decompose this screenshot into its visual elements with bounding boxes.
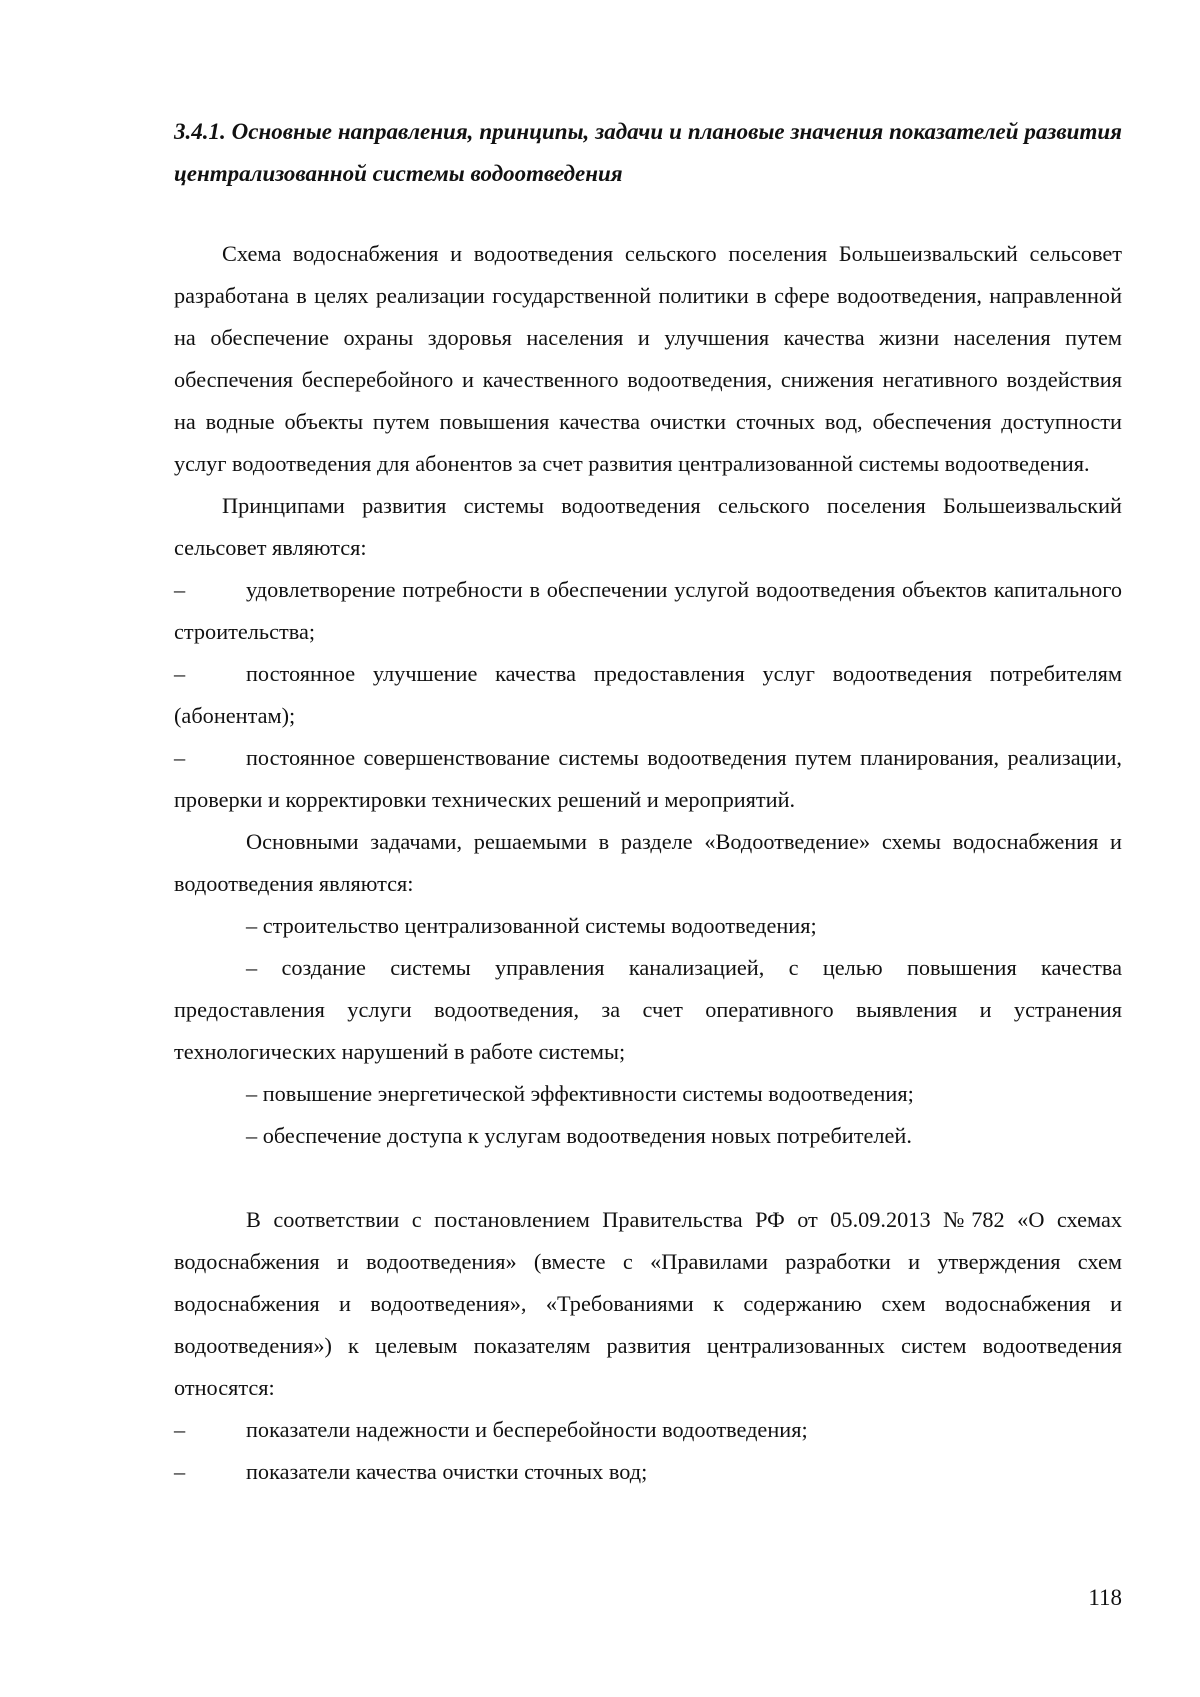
principle-item-text: удовлетворение потребности в обеспечении услугой водоотведения объектов капитального строительства; [174, 577, 1122, 644]
section-heading: 3.4.1. Основные направления, принципы, задачи и плановые значения показателей развития централизованной системы водоотведения [174, 119, 1122, 186]
indicator-item [174, 1409, 1122, 1451]
indicator-item-text: показатели надежности и бесперебойности водоотведения; [246, 1417, 808, 1442]
principle-item-text: постоянное совершенствование системы водоотведения путем планирования, реализации, проверки и корректировки технических решений и мероприятий. [174, 745, 1122, 812]
principle-item [174, 569, 1122, 653]
indicator-item [174, 1451, 1122, 1493]
principle-item [174, 737, 1122, 821]
paragraph-scheme-purpose: Схема водоснабжения и водоотведения сельского поселения Большеизвальский сельсовет разработана в целях реализации государственной политики в сфере водоотведения, направленной на обеспечение охраны здоровья населения и улучшения качества жизни населения путем обеспечения бесперебойного и качественного водоотведения, снижения негативного воздействия на водные объекты путем повышения качества очистки сточных вод, обеспечения доступности услуг водоотведения для абонентов за счет развития централизованной системы водоотведения. [174, 241, 1122, 476]
paragraph-principles-intro: Принципами развития системы водоотведения сельского поселения Большеизвальский сельсовет являются: [174, 493, 1122, 560]
list-dash-marker: – [174, 1417, 186, 1442]
indicator-item-text: показатели качества очистки сточных вод; [246, 1459, 648, 1484]
paragraph-tasks-intro: Основными задачами, решаемыми в разделе «Водоотведение» схемы водоснабжения и водоотведения являются: [174, 829, 1122, 896]
task-item: – создание системы управления канализацией, с целью повышения качества предоставления услуги водоотведения, за счет оперативного выявления и устранения технологических нарушений в работе системы; [174, 955, 1122, 1064]
list-dash-marker: – [174, 745, 186, 770]
list-dash-marker: – [174, 577, 186, 602]
principle-item-text: постоянное улучшение качества предоставления услуг водоотведения потребителям (абонентам); [174, 661, 1122, 728]
page-number: 118 [1088, 1585, 1122, 1610]
task-item: – повышение энергетической эффективности системы водоотведения; [246, 1081, 914, 1106]
task-item: – обеспечение доступа к услугам водоотведения новых потребителей. [246, 1123, 912, 1148]
principle-item [174, 653, 1122, 737]
task-item: – строительство централизованной системы водоотведения; [246, 913, 817, 938]
list-dash-marker: – [174, 661, 186, 686]
paragraph-regulation: В соответствии с постановлением Правительства РФ от 05.09.2013 №782 «О схемах водоснабжения и водоотведения» (вместе с «Правилами разработки и утверждения схем водоснабжения и водоотведения», «Требованиями к содержанию схем водоснабжения и водоотведения») к целевым показателям развития централизованных систем водоотведения относятся: [174, 1207, 1122, 1400]
document-body [174, 233, 1122, 1493]
list-dash-marker: – [174, 1459, 186, 1484]
paragraph-gap [174, 1157, 1122, 1199]
